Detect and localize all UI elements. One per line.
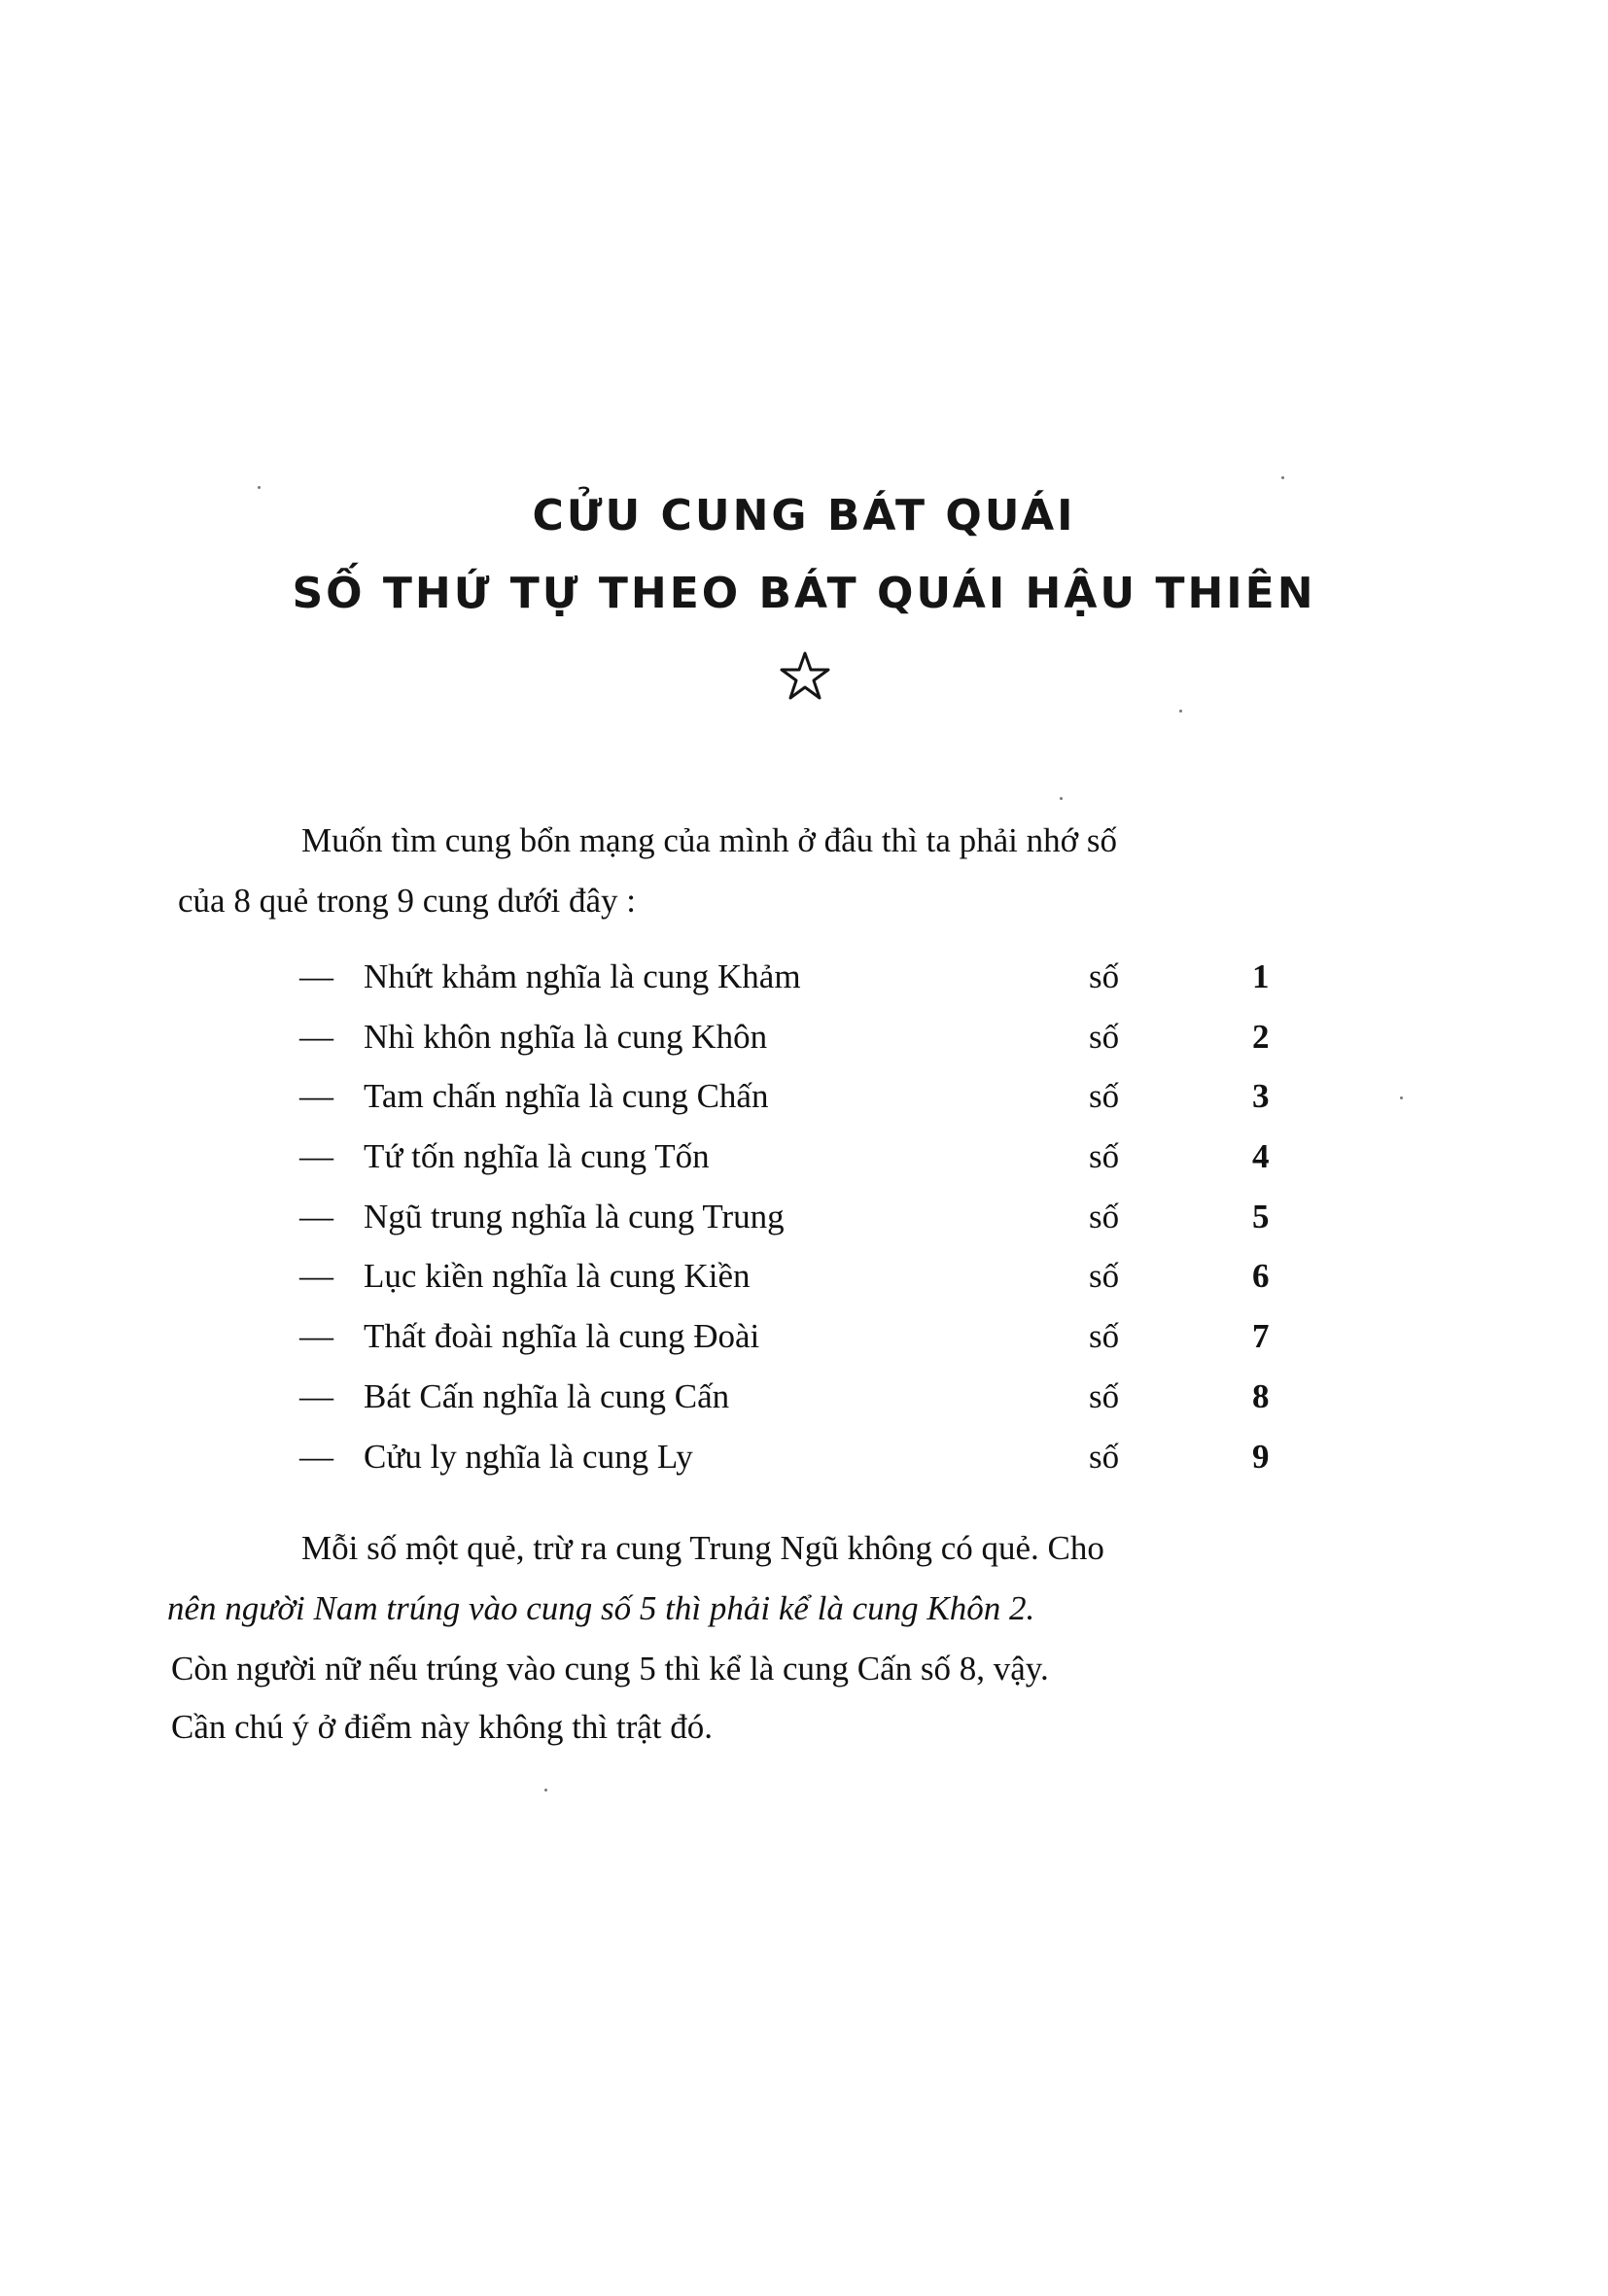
list-item-number-label: số <box>1089 1017 1120 1056</box>
list-dash: — <box>299 1317 333 1356</box>
list-item-number-label: số <box>1089 1376 1120 1415</box>
list-item-number-label: số <box>1089 1437 1120 1476</box>
list-item-number: 4 <box>1252 1137 1270 1176</box>
list-item-text: Nhì khôn nghĩa là cung Khôn <box>364 1017 768 1056</box>
list-dash: — <box>299 1257 333 1296</box>
list-item-text: Tứ tốn nghĩa là cung Tốn <box>364 1137 710 1176</box>
list-item-text: Ngũ trung nghĩa là cung Trung <box>364 1197 785 1235</box>
list-item <box>299 1317 1320 1377</box>
star-outline-icon <box>778 649 832 704</box>
list-item <box>299 1018 1320 1078</box>
list-item <box>299 1077 1320 1137</box>
list-item-number-label: số <box>1089 1257 1120 1296</box>
list-item <box>299 1438 1320 1498</box>
list-item-number: 9 <box>1252 1437 1270 1476</box>
page-title: CỬU CUNG BÁT QUÁI <box>532 491 1076 540</box>
list-dash: — <box>299 1437 333 1476</box>
list-item-number: 8 <box>1252 1376 1270 1415</box>
list-item-text: Nhứt khảm nghĩa là cung Khảm <box>364 957 801 995</box>
scan-speck <box>1179 710 1182 713</box>
list-item-number-label: số <box>1089 957 1120 995</box>
scan-speck <box>1060 797 1063 800</box>
list-dash: — <box>299 957 333 995</box>
scan-speck <box>544 1789 547 1792</box>
list-item-text: Thất đoài nghĩa là cung Đoài <box>364 1317 760 1356</box>
closing-line-3: Còn người nữ nếu trúng vào cung 5 thì kể là cung Cấn số 8, vậy. <box>171 1650 1049 1687</box>
scan-speck <box>1281 476 1284 479</box>
list-dash: — <box>299 1197 333 1235</box>
closing-line-1: Mỗi số một quẻ, trừ ra cung Trung Ngũ không có quẻ. Cho <box>301 1529 1104 1567</box>
list-item-text: Cửu ly nghĩa là cung Ly <box>364 1437 693 1476</box>
list-item <box>299 957 1320 1018</box>
list-item-number-label: số <box>1089 1197 1120 1235</box>
list-item-number: 3 <box>1252 1077 1270 1116</box>
list-item-text: Bát Cấn nghĩa là cung Cấn <box>364 1376 730 1415</box>
scan-speck <box>1400 1096 1403 1099</box>
list-item-number-label: số <box>1089 1077 1120 1116</box>
list-item-text: Tam chấn nghĩa là cung Chấn <box>364 1077 769 1116</box>
list-item-text: Lục kiền nghĩa là cung Kiền <box>364 1257 751 1296</box>
list-dash: — <box>299 1077 333 1116</box>
closing-line-4: Cần chú ý ở điểm này không thì trật đó. <box>171 1708 714 1746</box>
palace-list <box>299 957 1320 1497</box>
list-item-number: 5 <box>1252 1197 1270 1235</box>
list-item-number: 2 <box>1252 1017 1270 1056</box>
intro-line-1: Muốn tìm cung bổn mạng của mình ở đâu thì ta phải nhớ số <box>301 821 1117 859</box>
closing-line-2: nên người Nam trúng vào cung số 5 thì phải kể là cung Khôn 2. <box>167 1589 1035 1627</box>
intro-line-2: của 8 quẻ trong 9 cung dưới đây : <box>178 882 636 920</box>
list-item <box>299 1377 1320 1438</box>
list-item <box>299 1198 1320 1258</box>
list-item <box>299 1257 1320 1317</box>
list-dash: — <box>299 1137 333 1176</box>
list-item-number: 7 <box>1252 1317 1270 1356</box>
list-item-number: 6 <box>1252 1257 1270 1296</box>
scan-speck <box>258 486 261 489</box>
list-item-number-label: số <box>1089 1137 1120 1176</box>
page-subtitle: SỐ THỨ TỰ THEO BÁT QUÁI HẬU THIÊN <box>292 569 1316 618</box>
list-dash: — <box>299 1376 333 1415</box>
list-item <box>299 1137 1320 1198</box>
list-item-number: 1 <box>1252 957 1270 995</box>
list-item-number-label: số <box>1089 1317 1120 1356</box>
list-dash: — <box>299 1017 333 1056</box>
